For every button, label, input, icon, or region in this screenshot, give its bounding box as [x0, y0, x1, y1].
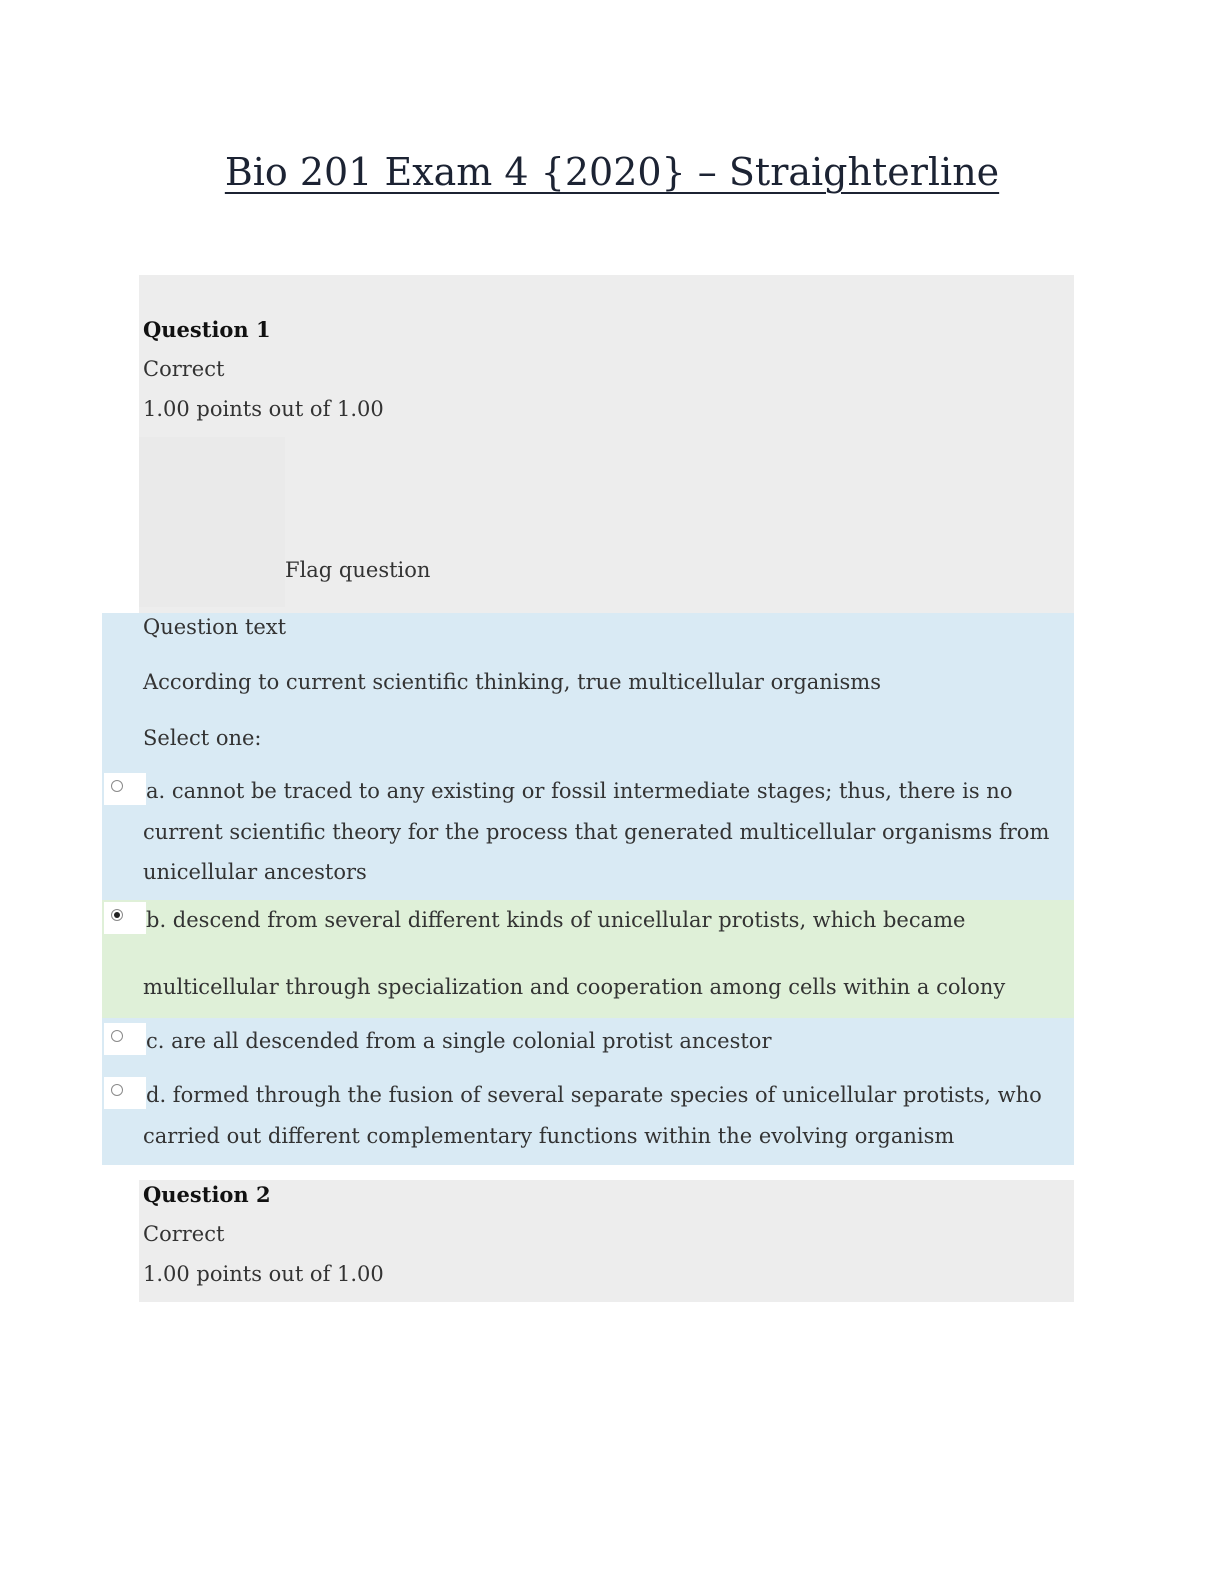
- answer-option-c[interactable]: [102, 1021, 1074, 1071]
- question-1-number: Question 1: [143, 317, 271, 342]
- flag-icon[interactable]: [139, 437, 285, 607]
- select-one-prompt: Select one:: [143, 726, 262, 750]
- question-2-number: Question 2: [143, 1182, 271, 1207]
- radio-box: [104, 1023, 146, 1055]
- answer-b-label-line-1: b. descend from several different kinds of unicellular protists, which became: [146, 908, 966, 932]
- question-1-formulation: [102, 613, 1074, 1165]
- answer-c-label: c. are all descended from a single colonial protist ancestor: [146, 1029, 772, 1053]
- radio-box: [104, 1077, 146, 1109]
- answer-option-d[interactable]: [102, 1075, 1074, 1165]
- radio-box: [104, 773, 146, 805]
- radio-button-d[interactable]: [111, 1084, 123, 1096]
- answer-option-a[interactable]: [102, 771, 1074, 899]
- question-1-info: [139, 275, 1074, 613]
- question-1-grade: 1.00 points out of 1.00: [143, 397, 384, 421]
- radio-button-c[interactable]: [111, 1030, 123, 1042]
- radio-button-a[interactable]: [111, 780, 123, 792]
- answer-d-label: d. formed through the fusion of several separate species of unicellular protists, who carried out different complementary functions within the evolving organism: [143, 1083, 1042, 1148]
- document-title: [0, 150, 1224, 194]
- flag-question-link[interactable]: Flag question: [285, 558, 431, 582]
- radio-button-b-selected[interactable]: [111, 909, 123, 921]
- answer-b-label-line-2: multicellular through specialization and cooperation among cells within a colony: [143, 975, 1006, 999]
- question-2-grade: 1.00 points out of 1.00: [143, 1262, 384, 1286]
- question-2-state: Correct: [143, 1222, 225, 1246]
- question-1-state: Correct: [143, 357, 225, 381]
- question-2-info: [139, 1180, 1074, 1302]
- question-text: According to current scientific thinking, true multicellular organisms: [143, 670, 881, 694]
- answer-a-label: a. cannot be traced to any existing or fossil intermediate stages; thus, there is no current scientific theory for the process that generated multicellular organisms from unicellular ancestors: [143, 779, 1050, 884]
- answer-option-b[interactable]: [102, 900, 1074, 1018]
- document-title-text: Bio 201 Exam 4 {2020} – Straighterline: [224, 150, 1000, 194]
- question-text-heading: Question text: [143, 615, 287, 639]
- radio-box: [104, 902, 146, 934]
